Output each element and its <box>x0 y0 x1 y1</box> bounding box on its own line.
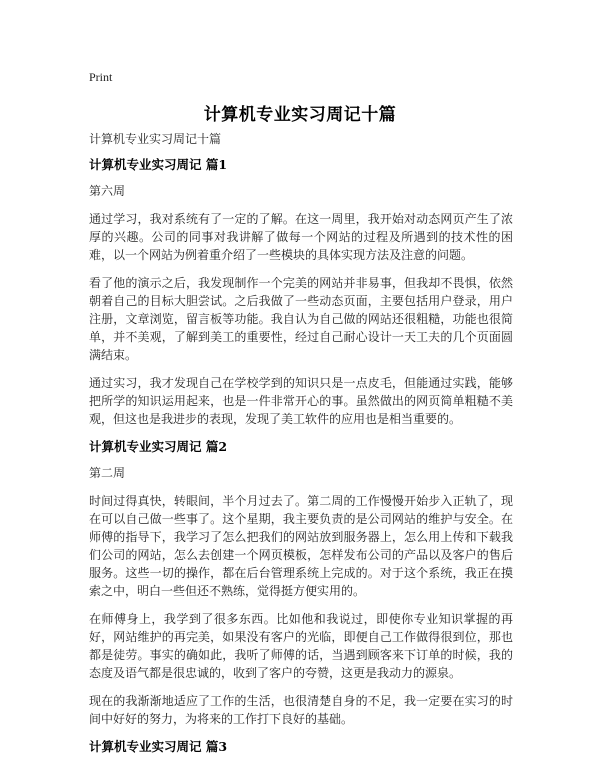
paragraph: 时间过得真快，转眼间，半个月过去了。第二周的工作慢慢开始步入正轨了，现在可以自己做一些事了。这个星期，我主要负责的是公司网站的维护与安全。在师傅的指导下，我学习了怎么把我们的网站放到服务器上，怎么用上传和下载我们公司的网站，怎么去创建一个网页模板，怎样发布公司的产品以及客户的售后服务。这些一切的操作，都在后台管理系统上完成的。对于这个系统，我正在摸索之中，明白一些但还不熟练，觉得挺方便实用的。 <box>89 494 513 598</box>
paragraph: 通过实习，我才发现自己在学校学到的知识只是一点皮毛，但能通过实践，能够把所学的知识运用起来，也是一件非常开心的事。虽然做出的网页简单粗糙不美观，但这也是我进步的表现，发现了美工软件的应用也是相当重要的。 <box>89 376 513 426</box>
section-heading: 计算机专业实习周记 篇2 <box>89 439 228 454</box>
paragraph: 看了他的演示之后，我发现制作一个完美的网站并非易事，但我却不畏惧，依然朝着自己的目标大胆尝试。之后我做了一些动态页面，主要包括用户登录，用户注册，文章浏览，留言板等功能。我自认为自己做的网站还很粗糙，功能也很简单，并不美观，了解到美工的重要性，经过自己耐心设计一天工夫的几个页面圆满结束。 <box>89 276 513 362</box>
section-3 <box>89 738 513 756</box>
section-1 <box>89 156 513 428</box>
print-label: Print <box>89 70 113 84</box>
intro-line: 计算机专业实习周记十篇 <box>89 132 222 146</box>
section-heading: 计算机专业实习周记 篇3 <box>89 739 228 754</box>
document-title: 计算机专业实习周记十篇 <box>203 105 397 125</box>
section-2 <box>89 438 513 728</box>
week-label: 第六周 <box>89 184 126 198</box>
document-body <box>89 130 513 764</box>
paragraph: 现在的我渐渐地适应了工作的生活，也很清楚自身的不足，我一定要在实习的时间中好好的努力，为将来的工作打下良好的基础。 <box>89 694 513 726</box>
paragraph: 在师傅身上，我学到了很多东西。比如他和我说过，即使你专业知识掌握的再好，网站维护的再完美，如果没有客户的光临，即便自己工作做得很到位，那也都是徒劳。事实的确如此，我听了师傅的话，当遇到顾客来下订单的时候，我的态度及语气都是很忠诚的，收到了客户的夸赞，这更是我动力的源泉。 <box>89 612 513 680</box>
section-heading: 计算机专业实习周记 篇1 <box>89 157 228 172</box>
paragraph: 通过学习，我对系统有了一定的了解。在这一周里，我开始对动态网页产生了浓厚的兴趣。公司的同事对我讲解了做每一个网站的过程及所遇到的技术性的困难，以一个网站为例着重介绍了一些模块的具体实现方法及注意的问题。 <box>89 212 513 262</box>
week-label: 第二周 <box>89 466 126 480</box>
